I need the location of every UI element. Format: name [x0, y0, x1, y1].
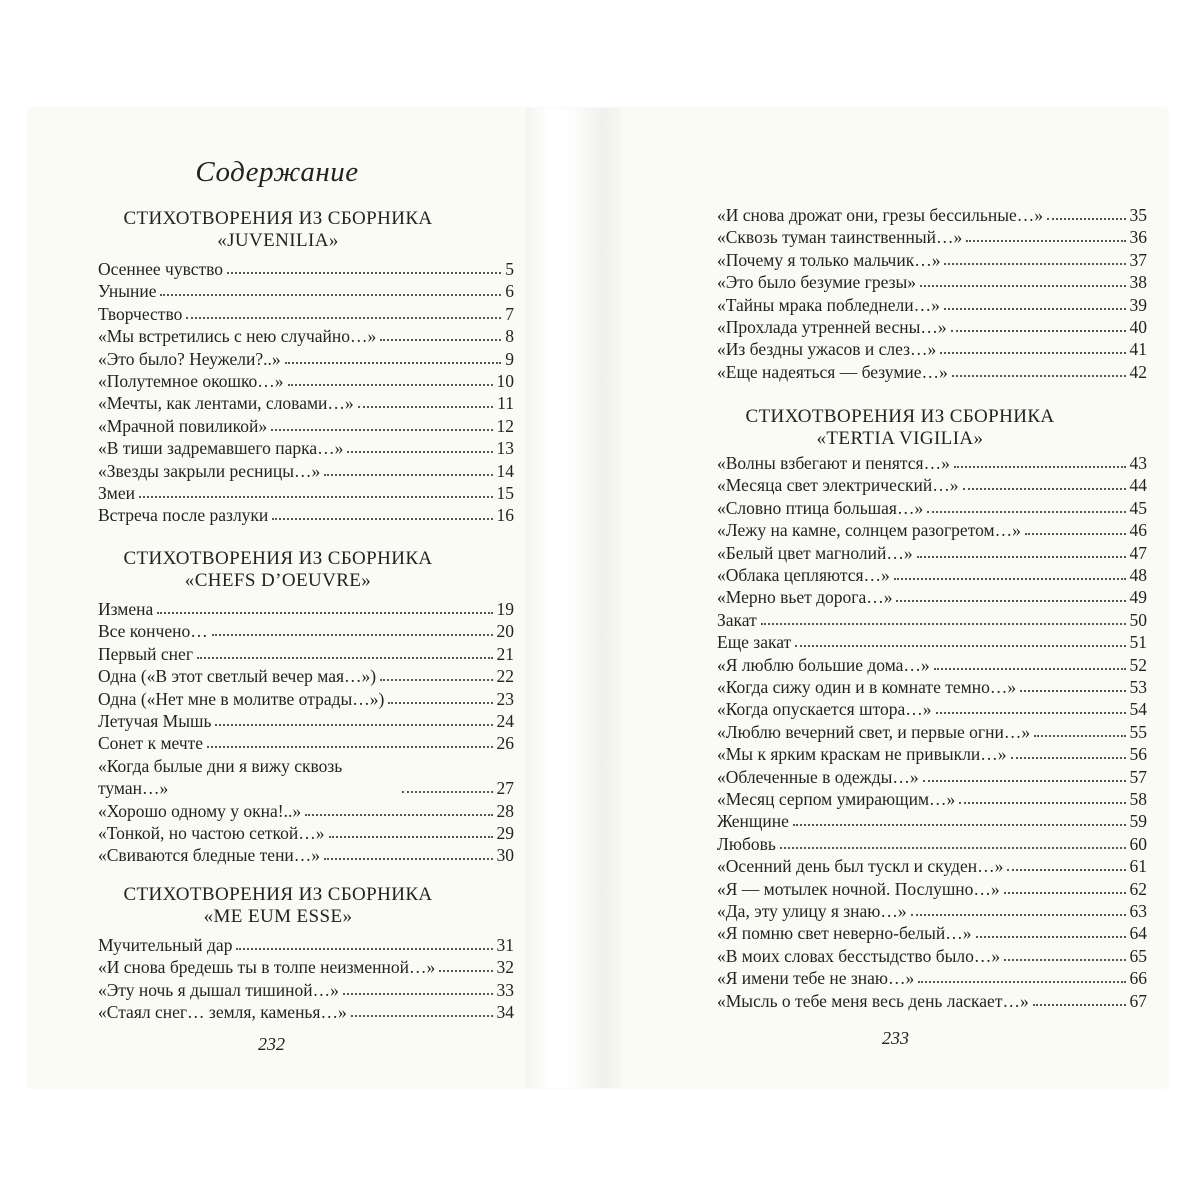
toc-entry-title: «И снова бредешь ты в толпе неизменной…»	[98, 957, 436, 978]
toc-entry-page: 47	[1129, 542, 1147, 563]
dot-leader	[439, 970, 492, 972]
toc-entry	[98, 956, 514, 978]
toc-entry	[98, 688, 514, 710]
toc-entry	[98, 934, 514, 956]
toc-entry-page: 9	[505, 348, 514, 369]
dot-leader	[288, 384, 493, 386]
toc-entry-title: Мучительный дар	[98, 935, 233, 955]
toc-entry-page: 34	[496, 1002, 514, 1023]
toc-entry-page: 54	[1129, 699, 1147, 720]
toc-entry-title: Одна («В этот светлый вечер мая…»)	[98, 666, 377, 687]
toc-entry-title: «Мы встретились с нею случайно…»	[98, 326, 377, 347]
toc-entry-title: «Осенний день был тускл и скуден…»	[717, 856, 1004, 877]
toc-entry	[98, 392, 514, 414]
toc-entry	[717, 810, 1147, 832]
toc-entry	[717, 945, 1147, 967]
toc-entry	[717, 698, 1147, 720]
toc-entry-title: «Тонкой, но частою сеткой…»	[98, 823, 325, 843]
toc-entry-page: 6	[505, 281, 514, 302]
dot-leader	[911, 914, 1126, 916]
section-heading	[78, 548, 478, 592]
dot-leader	[959, 802, 1125, 804]
dot-leader	[894, 578, 1126, 580]
dot-leader	[944, 263, 1125, 265]
toc-entry	[98, 504, 514, 526]
toc-entry-title: «Я — мотылек ночной. Послушно…»	[717, 878, 1000, 899]
toc-entry-title: «Еще надеяться — безумие…»	[717, 361, 948, 382]
toc-entry	[98, 325, 514, 347]
toc-entry-title: «Полутемное окошко…»	[98, 371, 284, 391]
toc-entry	[98, 370, 514, 392]
dot-leader	[197, 657, 493, 659]
toc-entry-title: «Мысль о тебе меня весь день ласкает…»	[717, 990, 1029, 1011]
dot-leader	[227, 272, 501, 274]
toc-entry-page: 14	[496, 460, 514, 481]
dot-leader	[380, 339, 501, 341]
toc-entry-title: «Я имени тебе не знаю…»	[717, 968, 915, 989]
toc-entry	[98, 460, 514, 482]
toc-entry-title: «Из бездны ужасов и слез…»	[717, 339, 937, 360]
dot-leader	[934, 668, 1126, 670]
toc-entry	[98, 598, 514, 620]
dot-leader	[212, 634, 493, 636]
toc-entry-page: 55	[1129, 721, 1147, 742]
toc-entry	[98, 979, 514, 1001]
toc-entry-page: 10	[496, 371, 514, 391]
toc-entry-page: 38	[1129, 272, 1147, 293]
toc-entry-title: «В тиши задремавшего парка…»	[98, 438, 344, 459]
toc-entry-page: 65	[1129, 945, 1147, 966]
dot-leader	[927, 511, 1125, 513]
toc-entry-page: 56	[1129, 744, 1147, 765]
toc-entry	[717, 721, 1147, 743]
dot-leader	[940, 352, 1125, 354]
dot-leader	[917, 556, 1126, 558]
dot-leader	[160, 294, 501, 296]
toc-entry	[717, 249, 1147, 271]
dot-leader	[236, 948, 492, 950]
dot-leader	[343, 993, 493, 995]
dot-leader	[1004, 892, 1126, 894]
toc-entry-page: 43	[1129, 453, 1147, 473]
toc-entry-title: «Тайны мрака побледнели…»	[717, 294, 940, 315]
toc-entry-page: 12	[496, 415, 514, 436]
toc-entry-title: «В моих словах бесстыдство было…»	[717, 945, 1001, 966]
toc-entry-page: 26	[496, 733, 514, 754]
dot-leader	[1007, 869, 1125, 871]
toc-entry-title: Одна («Нет мне в молитве отрады…»)	[98, 688, 385, 709]
toc-entry-page: 48	[1129, 565, 1147, 585]
toc-entry	[717, 743, 1147, 765]
toc-entry-title: «Мы к ярким краскам не привыкли…»	[717, 744, 1007, 765]
toc-entry-page: 62	[1129, 878, 1147, 899]
toc-entry-page: 57	[1129, 766, 1147, 787]
toc-entry-page: 35	[1129, 205, 1147, 225]
toc-entry-title: «Облака цепляются…»	[717, 565, 890, 585]
toc-entry	[98, 710, 514, 732]
toc-entry-title: Сонет к мечте	[98, 733, 204, 754]
toc-entry	[717, 766, 1147, 788]
toc-entry	[98, 620, 514, 642]
toc-entry-page: 32	[496, 957, 514, 978]
dot-leader	[795, 645, 1125, 647]
dot-leader	[207, 746, 492, 748]
toc-entry-title: Еще закат	[717, 632, 792, 653]
dot-leader	[388, 702, 492, 704]
toc-entry-title: Любовь	[717, 833, 776, 854]
toc-entry-title: «Сквозь туман таинственный…»	[717, 227, 963, 248]
toc-entry-title: «Месяца свет электрический…»	[717, 475, 959, 496]
toc-entry-title: Уныние	[98, 281, 157, 302]
toc-entry	[98, 755, 514, 799]
toc-entry-title: «Волны взбегают и пенятся…»	[717, 453, 950, 473]
toc-entry-page: 63	[1129, 901, 1147, 921]
toc-entry-page: 41	[1129, 339, 1147, 360]
toc-entry-title: Осеннее чувство	[98, 259, 224, 279]
toc-entry-title: «Люблю вечерний свет, и первые огни…»	[717, 721, 1031, 742]
toc-entry	[717, 361, 1147, 383]
dot-leader	[139, 496, 493, 498]
toc-entry-page: 31	[496, 935, 514, 955]
toc-entry-page: 27	[496, 777, 514, 798]
toc-entry-page: 21	[496, 643, 514, 664]
toc-entry-title: Встреча после разлуки	[98, 505, 269, 526]
dot-leader	[1047, 218, 1125, 220]
toc-entry-page: 7	[505, 303, 514, 324]
toc-entry-page: 30	[496, 845, 514, 866]
toc-entry	[98, 280, 514, 302]
toc-entry-page: 58	[1129, 789, 1147, 809]
toc-entry-page: 44	[1129, 475, 1147, 496]
toc-entry-title: «Свиваются бледные тени…»	[98, 845, 321, 866]
toc-entry-page: 11	[497, 393, 514, 414]
dot-leader	[272, 518, 492, 520]
toc-entry	[717, 967, 1147, 989]
toc-entry-page: 20	[496, 621, 514, 642]
contents-title: Содержание	[195, 156, 359, 188]
dot-leader	[920, 285, 1126, 287]
toc-entry-title: «Словно птица большая…»	[717, 497, 924, 518]
dot-leader	[305, 814, 492, 816]
dot-leader	[215, 724, 492, 726]
toc-entry	[98, 482, 514, 504]
toc-entry	[98, 1001, 514, 1023]
toc-entry-title: Закат	[717, 609, 757, 630]
toc-entry	[717, 654, 1147, 676]
dot-leader	[1020, 690, 1125, 692]
toc-entry	[98, 258, 514, 280]
toc-entry-title: «Облеченные в одежды…»	[717, 766, 919, 787]
toc-entry-page: 40	[1129, 317, 1147, 337]
toc-entry	[717, 833, 1147, 855]
toc-entry	[717, 497, 1147, 519]
dot-leader	[1004, 959, 1125, 961]
toc-entry	[98, 643, 514, 665]
toc-entry	[98, 822, 514, 844]
toc-entry	[98, 437, 514, 459]
toc-entry	[717, 204, 1147, 226]
toc-entry-page: 22	[496, 666, 514, 687]
toc-entry	[717, 271, 1147, 293]
dot-leader	[793, 824, 1126, 826]
dot-leader	[780, 847, 1126, 849]
dot-leader	[351, 1015, 493, 1017]
section-heading-line1: СТИХОТВОРЕНИЯ ИЗ СБОРНИКА	[123, 548, 433, 569]
toc-entry-title: «Когда опускается штора…»	[717, 699, 932, 720]
toc-entry-title: Женщине	[717, 811, 789, 832]
toc-entry-page: 13	[496, 438, 514, 459]
toc-entry-page: 29	[496, 823, 514, 843]
dot-leader	[963, 488, 1126, 490]
right-page	[620, 108, 1168, 1088]
dot-leader	[976, 936, 1126, 938]
toc-entry-page: 33	[496, 979, 514, 1000]
toc-entry-title: «Почему я только мальчик…»	[717, 249, 941, 270]
section-heading	[78, 884, 478, 928]
toc-entry	[717, 922, 1147, 944]
toc-entry-page: 49	[1129, 587, 1147, 608]
dot-leader	[347, 451, 492, 453]
toc-entry-page: 37	[1129, 249, 1147, 270]
toc-entry	[717, 878, 1147, 900]
dot-leader	[380, 679, 492, 681]
toc-entry	[98, 844, 514, 866]
toc-entry-title: «Когда былые дни я вижу сквозь туман…»	[98, 755, 343, 798]
dot-leader	[1033, 1004, 1126, 1006]
toc-entry-page: 66	[1129, 968, 1147, 989]
toc-entry-page: 42	[1129, 361, 1147, 382]
toc-entry-page: 60	[1129, 833, 1147, 854]
toc-entry-page: 52	[1129, 654, 1147, 675]
toc-entry-title: «Я люблю большие дома…»	[717, 654, 930, 675]
toc-entry	[98, 800, 514, 822]
dot-leader	[157, 612, 492, 614]
toc-entry-page: 67	[1129, 990, 1147, 1011]
toc-entry-page: 24	[496, 711, 514, 731]
toc-entry	[717, 788, 1147, 810]
dot-leader	[1034, 735, 1125, 737]
toc-entry	[717, 542, 1147, 564]
toc-entry-page: 28	[496, 800, 514, 821]
left-page	[28, 108, 526, 1088]
section-heading-line2: «TERTIA VIGILIA»	[816, 428, 984, 449]
toc-entry-title: «Стаял снег… земля, каменья…»	[98, 1002, 347, 1023]
toc-entry	[717, 226, 1147, 248]
book-gutter	[526, 108, 620, 1088]
toc-entry-page: 53	[1129, 677, 1147, 697]
dot-leader	[358, 406, 493, 408]
dot-leader	[944, 308, 1126, 310]
toc-entry-title: Измена	[98, 599, 154, 619]
section-heading-line2: «CHEFS D’OEUVRE»	[184, 570, 372, 591]
toc-entry	[717, 474, 1147, 496]
toc-entry	[717, 855, 1147, 877]
section-heading	[680, 406, 1120, 450]
toc-entry-title: «Мрачной повиликой»	[98, 415, 268, 436]
section-heading-line1: СТИХОТВОРЕНИЯ ИЗ СБОРНИКА	[123, 208, 433, 229]
toc-entry	[98, 665, 514, 687]
toc-entry-page: 23	[496, 688, 514, 709]
dot-leader	[285, 362, 502, 364]
dot-leader	[761, 623, 1126, 625]
toc-entry-page: 59	[1129, 811, 1147, 832]
toc-entry	[717, 676, 1147, 698]
page-number-left: 232	[258, 1034, 285, 1054]
toc-entry-title: «Да, эту улицу я знаю…»	[717, 901, 907, 921]
toc-entry	[717, 316, 1147, 338]
dot-leader	[271, 429, 492, 431]
toc-entry-title: «Месяц серпом умирающим…»	[717, 789, 956, 809]
dot-leader	[954, 466, 1126, 468]
dot-leader	[918, 981, 1125, 983]
dot-leader	[402, 791, 493, 793]
toc-entry-title: «И снова дрожат они, грезы бессильные…»	[717, 205, 1044, 225]
toc-entry-title: «Это было? Неужели?..»	[98, 348, 281, 369]
dot-leader	[896, 600, 1125, 602]
toc-entry-title: «Я помню свет неверно-белый…»	[717, 923, 972, 944]
section-heading	[78, 208, 478, 252]
toc-entry-title: Все кончено…	[98, 621, 208, 642]
toc-entry	[98, 348, 514, 370]
toc-entry	[717, 564, 1147, 586]
toc-entry-title: «Лежу на камне, солнцем разогретом…»	[717, 520, 1021, 541]
toc-entry-title: «Хорошо одному у окна!..»	[98, 800, 302, 821]
toc-entry-page: 36	[1129, 227, 1147, 248]
toc-entry-page: 5	[505, 259, 514, 279]
page-number-right: 233	[882, 1028, 909, 1048]
dot-leader	[966, 240, 1125, 242]
dot-leader	[952, 375, 1126, 377]
toc-entry-page: 61	[1129, 856, 1147, 877]
toc-entry-title: «Прохлада утренней весны…»	[717, 317, 947, 337]
section-heading-line1: СТИХОТВОРЕНИЯ ИЗ СБОРНИКА	[745, 406, 1055, 427]
toc-entry-title: Творчество	[98, 303, 183, 324]
toc-entry-title: «Белый цвет магнолий…»	[717, 542, 913, 563]
toc-entry-page: 46	[1129, 520, 1147, 541]
toc-entry	[717, 900, 1147, 922]
toc-entry-page: 64	[1129, 923, 1147, 944]
toc-entry-page: 51	[1129, 632, 1147, 653]
section-heading-line2: «ME EUM ESSE»	[203, 906, 353, 927]
toc-entry-title: Летучая Мышь	[98, 711, 212, 731]
dot-leader	[951, 330, 1126, 332]
toc-entry	[717, 294, 1147, 316]
toc-entry-page: 16	[496, 505, 514, 526]
toc-entry-title: «Это было безумие грезы»	[717, 272, 916, 293]
toc-entry	[717, 338, 1147, 360]
toc-entry-page: 50	[1129, 609, 1147, 630]
toc-entry-title: «Звезды закрыли ресницы…»	[98, 460, 321, 481]
toc-entry	[98, 415, 514, 437]
toc-entry	[717, 586, 1147, 608]
toc-entry-page: 19	[496, 599, 514, 619]
toc-entry-page: 8	[505, 326, 514, 347]
toc-entry	[717, 452, 1147, 474]
toc-entry-page: 45	[1129, 497, 1147, 518]
book-spread	[28, 108, 1168, 1088]
dot-leader	[324, 858, 492, 860]
toc-entry	[717, 631, 1147, 653]
toc-entry-title: «Мечты, как лентами, словами…»	[98, 393, 354, 414]
dot-leader	[324, 474, 492, 476]
section-heading-line1: СТИХОТВОРЕНИЯ ИЗ СБОРНИКА	[123, 884, 433, 905]
toc-entry	[98, 732, 514, 754]
dot-leader	[1011, 757, 1126, 759]
section-heading-line2: «JUVENILIA»	[217, 230, 339, 251]
toc-entry-title: «Эту ночь я дышал тишиной…»	[98, 979, 339, 1000]
toc-entry-page: 15	[496, 483, 514, 503]
toc-entry-title: «Когда сижу один и в комнате темно…»	[717, 677, 1017, 697]
toc-entry-title: Первый снег	[98, 643, 193, 664]
toc-entry	[717, 519, 1147, 541]
dot-leader	[186, 317, 501, 319]
toc-entry	[717, 609, 1147, 631]
dot-leader	[329, 836, 493, 838]
toc-entry-title: «Мерно вьет дорога…»	[717, 587, 893, 608]
dot-leader	[1025, 533, 1126, 535]
toc-entry-title: Змеи	[98, 483, 135, 503]
dot-leader	[923, 780, 1126, 782]
toc-entry-page: 39	[1129, 294, 1147, 315]
dot-leader	[936, 712, 1126, 714]
toc-entry	[717, 990, 1147, 1012]
toc-entry	[98, 303, 514, 325]
